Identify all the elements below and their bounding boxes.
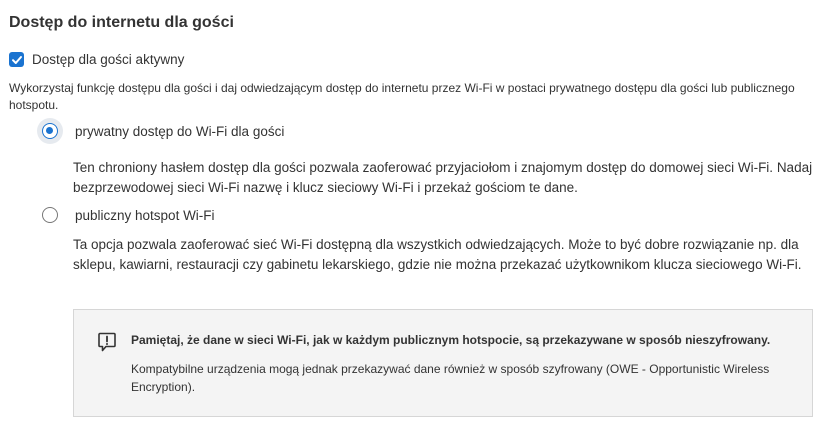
- guest-access-checkbox-label[interactable]: Dostęp dla gości aktywny: [32, 52, 185, 67]
- encryption-notice: [73, 309, 813, 417]
- public-hotspot-description: Ta opcja pozwala zaoferować sieć Wi-Fi dostępną dla wszystkich odwiedzających. Może to być dobre rozwiązanie np. dla sklepu, kawiarni, restauracji czy gabinetu lekarskiego, gdzie nie można przekazać użytkownikom klucza sieciowego Wi-Fi.: [73, 237, 802, 272]
- notice-title: Pamiętaj, że dane w sieci Wi-Fi, jak w każdym publicznym hotspocie, są przekazywane w sposób nieszyfrowany.: [131, 333, 771, 347]
- private-wifi-radio[interactable]: [42, 123, 58, 139]
- public-hotspot-radio-label[interactable]: publiczny hotspot Wi-Fi: [75, 207, 215, 223]
- notice-body: Kompatybilne urządzenia mogą jednak przekazywać dane również w sposób szyfrowany (OWE - Opportunistic Wireless Encryption).: [131, 362, 770, 394]
- checkmark-icon: [11, 54, 23, 66]
- guest-access-checkbox[interactable]: [9, 52, 24, 67]
- radio-option-public-hotspot[interactable]: [42, 207, 215, 223]
- private-wifi-description: Ten chroniony hasłem dostęp dla gości pozwala zaoferować przyjaciołom i znajomym dostęp do domowej sieci Wi-Fi. Nadaj bezprzewodowej sieci Wi-Fi nazwę i klucz sieciowy Wi-Fi i przekaż gościom te dane.: [73, 160, 813, 195]
- radio-option-private-wifi[interactable]: [42, 123, 284, 139]
- private-wifi-radio-label[interactable]: prywatny dostęp do Wi-Fi dla gości: [75, 123, 285, 139]
- section-title: Dostęp do internetu dla gości: [9, 14, 234, 31]
- public-hotspot-radio[interactable]: [42, 207, 58, 223]
- warning-icon: [98, 332, 116, 352]
- section-description: Wykorzystaj funkcję dostępu dla gości i daj odwiedzającym dostęp do internetu przez Wi-Fi w postaci prywatnego dostępu dla gości lub publicznego hotspotu.: [9, 81, 795, 112]
- guest-access-checkbox-row[interactable]: [9, 52, 184, 67]
